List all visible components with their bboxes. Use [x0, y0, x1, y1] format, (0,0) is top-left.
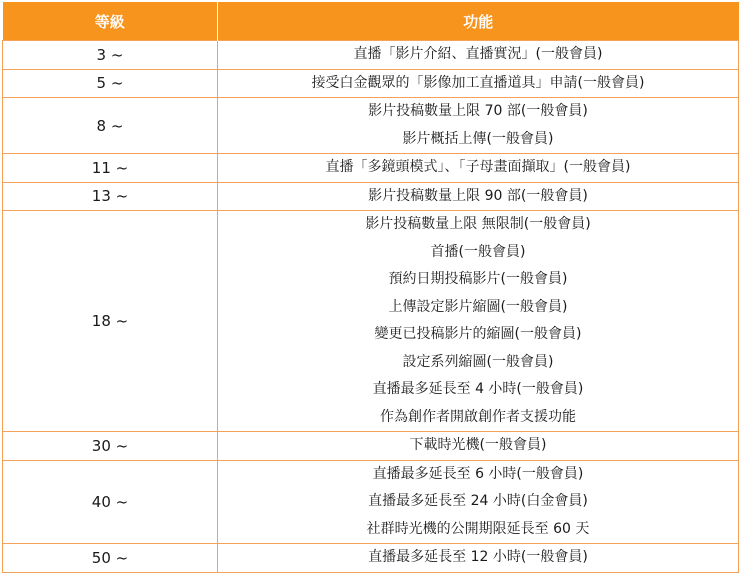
feature-item: 直播最多延長至 24 小時(白金會員) — [368, 493, 588, 509]
feature-item: 變更已投稿影片的縮圖(一般會員) — [374, 326, 582, 342]
level-cell: 8 ~ — [3, 98, 218, 154]
feature-item: 影片投稿數量上限 70 部(一般會員) — [368, 103, 588, 119]
table-row — [3, 460, 739, 544]
level-cell: 50 ~ — [3, 544, 218, 573]
feature-item: 預約日期投稿影片(一般會員) — [388, 271, 568, 287]
feature-cell — [218, 69, 739, 98]
level-cell: 5 ~ — [3, 69, 218, 98]
feature-item: 直播最多延長至 4 小時(一般會員) — [372, 381, 584, 397]
feature-item: 下載時光機(一般會員) — [409, 437, 547, 453]
level-cell: 3 ~ — [3, 41, 218, 70]
feature-item: 直播最多延長至 6 小時(一般會員) — [372, 465, 584, 482]
feature-cell — [218, 432, 739, 461]
feature-item: 直播「多鏡頭模式」、「子母畫面擷取」(一般會員) — [325, 159, 631, 175]
level-features-table-container — [2, 2, 738, 573]
feature-item: 設定系列縮圖(一般會員) — [402, 353, 554, 370]
feature-cell — [218, 544, 739, 573]
level-cell: 40 ~ — [3, 460, 218, 544]
table-header-row — [3, 2, 739, 41]
level-cell: 30 ~ — [3, 432, 218, 461]
feature-item: 社群時光機的公開期限延長至 60 天 — [366, 520, 590, 537]
feature-cell — [218, 460, 739, 544]
table-body — [3, 41, 739, 573]
table-row — [3, 544, 739, 573]
feature-cell — [218, 182, 739, 211]
feature-item: 作為創作者開啟創作者支援功能 — [380, 408, 576, 425]
feature-item: 首播(一般會員) — [430, 243, 526, 260]
table-row — [3, 211, 739, 432]
feature-item: 影片投稿數量上限 90 部(一般會員) — [368, 187, 588, 204]
level-cell: 13 ~ — [3, 182, 218, 211]
table-row — [3, 41, 739, 70]
table-row — [3, 154, 739, 183]
level-cell: 11 ~ — [3, 154, 218, 183]
feature-cell — [218, 154, 739, 183]
feature-item: 上傳設定影片縮圖(一般會員) — [388, 298, 568, 315]
feature-item: 影片概括上傳(一般會員) — [402, 130, 554, 147]
table-row — [3, 182, 739, 211]
feature-cell — [218, 211, 739, 432]
table-row — [3, 69, 739, 98]
feature-cell — [218, 41, 739, 70]
table-row — [3, 98, 739, 154]
feature-item: 影片投稿數量上限 無限制(一般會員) — [365, 216, 591, 232]
header-feature: 功能 — [218, 2, 739, 41]
level-cell: 18 ~ — [3, 211, 218, 432]
feature-item: 直播最多延長至 12 小時(一般會員) — [368, 549, 588, 565]
table-row — [3, 432, 739, 461]
level-features-table — [2, 2, 739, 573]
feature-cell — [218, 98, 739, 154]
feature-item: 直播「影片介紹、直播實況」(一般會員) — [353, 46, 603, 62]
header-level: 等級 — [3, 2, 218, 41]
feature-item: 接受白金觀眾的「影像加工直播道具」申請(一般會員) — [311, 74, 645, 91]
